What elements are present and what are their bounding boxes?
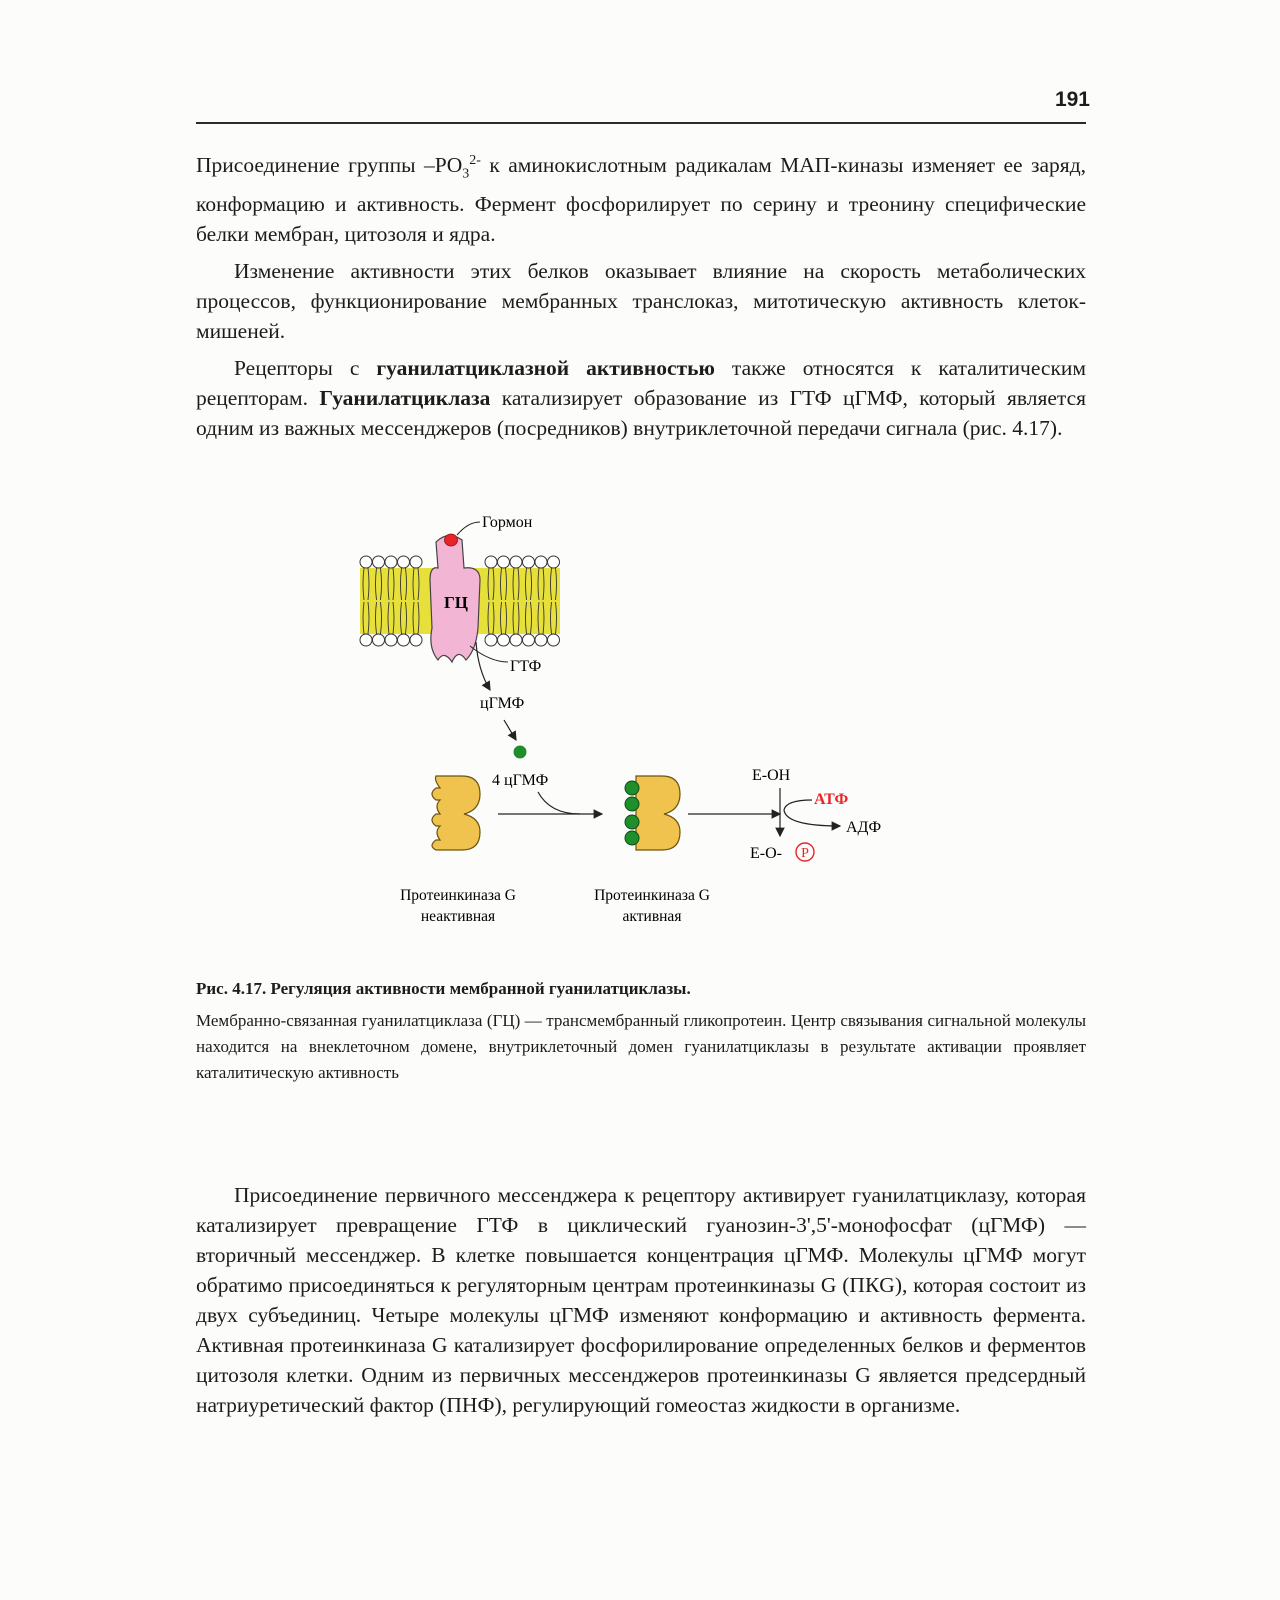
hormone-molecule — [445, 534, 458, 546]
pkg-inactive-label-1: Протеинкиназа G — [400, 887, 516, 904]
lipid-head — [360, 634, 372, 646]
hormone-label: Гормон — [482, 514, 533, 531]
lipid-head — [385, 634, 397, 646]
body-text-top — [196, 146, 1086, 450]
lipid-head — [385, 556, 397, 568]
lipid-head — [510, 556, 522, 568]
lipid-head — [410, 556, 422, 568]
figure-caption — [196, 976, 1086, 1086]
cgmp-arrow — [504, 720, 516, 740]
lipid-head — [373, 556, 385, 568]
body-text-bottom — [196, 1180, 1086, 1427]
hormone-leader-line — [457, 522, 480, 535]
gtp-label: ГТФ — [510, 658, 542, 675]
page-number: 191 — [1054, 88, 1090, 111]
pkg-inactive-label-2: неактивная — [420, 908, 496, 925]
gtp-arrow — [476, 642, 490, 690]
lipid-head — [410, 634, 422, 646]
lipid-head — [523, 556, 535, 568]
lipid-head — [398, 634, 410, 646]
lipid-head — [373, 634, 385, 646]
term-gc-activity: гуанилатциклазной активностью — [376, 356, 715, 381]
pkg-active-label-1: Протеинкиназа G — [594, 887, 710, 904]
lipid-head — [485, 556, 497, 568]
lipid-head — [498, 556, 510, 568]
cgmp-binding-curve — [538, 792, 580, 814]
lipid-head — [485, 634, 497, 646]
paragraph-4: Присоединение первичного мессенджера к рецептору активирует гуанилатциклазу, которая катализирует превращение ГТФ в циклический гуанозин-3',5'-монофосфат (цГМФ) — вторичный мессенджер. В клетке повышается концентрация цГМФ. Молекулы цГМФ могут обратимо присоединяться к регуляторным центрам протеинкиназы G (ПКG), которая состоит из двух субъединиц. Четыре молекулы цГМФ изменяют конформацию и активность фермента. Активная протеинкиназа G катализирует фосфорилирование определенных белков и ферментов цитозоля клетки. Одним из первичных мессенджеров протеинкиназы G является предсердный натриуретический фактор (ПНФ), регулирующий гомеостаз жидкости в организме. — [196, 1183, 1086, 1417]
gtp-leader-line — [470, 646, 508, 662]
cgmp-label: цГМФ — [480, 695, 525, 712]
term-gc: Гуанилатциклаза — [319, 386, 491, 411]
pkg-active — [625, 776, 680, 850]
header-rule — [196, 122, 1086, 124]
lipid-head — [535, 556, 547, 568]
pkg-active-label-2: активная — [622, 908, 682, 925]
lipid-head — [498, 634, 510, 646]
gc-label: ГЦ — [443, 593, 469, 612]
paragraph-1: Присоединение группы $-PO_3^{2-}$ к аминокислотным радикалам МАП-киназы изменяет ее заряд, конформацию и активность. Фермент фосфорилирует по серину и треонину специфические белки мембран, цитозоля и ядра. — [196, 153, 1087, 247]
cgmp4-label: 4 цГМФ — [492, 772, 549, 789]
gc-diagram — [340, 510, 960, 950]
eoh-label: E-OH — [752, 767, 791, 784]
figure-4-17 — [340, 510, 960, 950]
phosphate-label: P — [801, 846, 809, 861]
atp-label: АТФ — [814, 791, 849, 808]
adp-label: АДФ — [846, 819, 882, 836]
caption-body: Мембранно-связанная гуанилатциклаза (ГЦ) — трансмембранный гликопротеин. Центр связывания сигнальной молекулы находится на внеклеточном домене, внутриклеточный домен гуанилатциклазы в результате активации проявляет каталитическую активность — [196, 1011, 1086, 1082]
lipid-head — [548, 556, 560, 568]
lipid-head — [510, 634, 522, 646]
lipid-head — [398, 556, 410, 568]
cgmp-molecule — [514, 746, 527, 759]
lipid-head — [535, 634, 547, 646]
lipid-head — [548, 634, 560, 646]
pkg-inactive — [432, 776, 480, 850]
paragraph-3: Рецепторы с гуанилатциклазной активностью также относятся к каталитическим рецепторам. Гуанилатциклаза катализирует образование из ГТФ цГМФ, который является одним из важных мессенджеров (посредников) внутриклеточной передачи сигнала (рис. 4.17). — [196, 356, 1087, 441]
lipid-head — [523, 634, 535, 646]
eop-label: E-O- — [750, 845, 782, 862]
caption-title: Рис. 4.17. Регуляция активности мембранной гуанилатциклазы. — [196, 979, 691, 998]
paragraph-2: Изменение активности этих белков оказывает влияние на скорость метаболических процессов, функционирование мембранных транслоказ, митотическую активность клеток-мишеней. — [196, 259, 1086, 344]
lipid-head — [360, 556, 372, 568]
